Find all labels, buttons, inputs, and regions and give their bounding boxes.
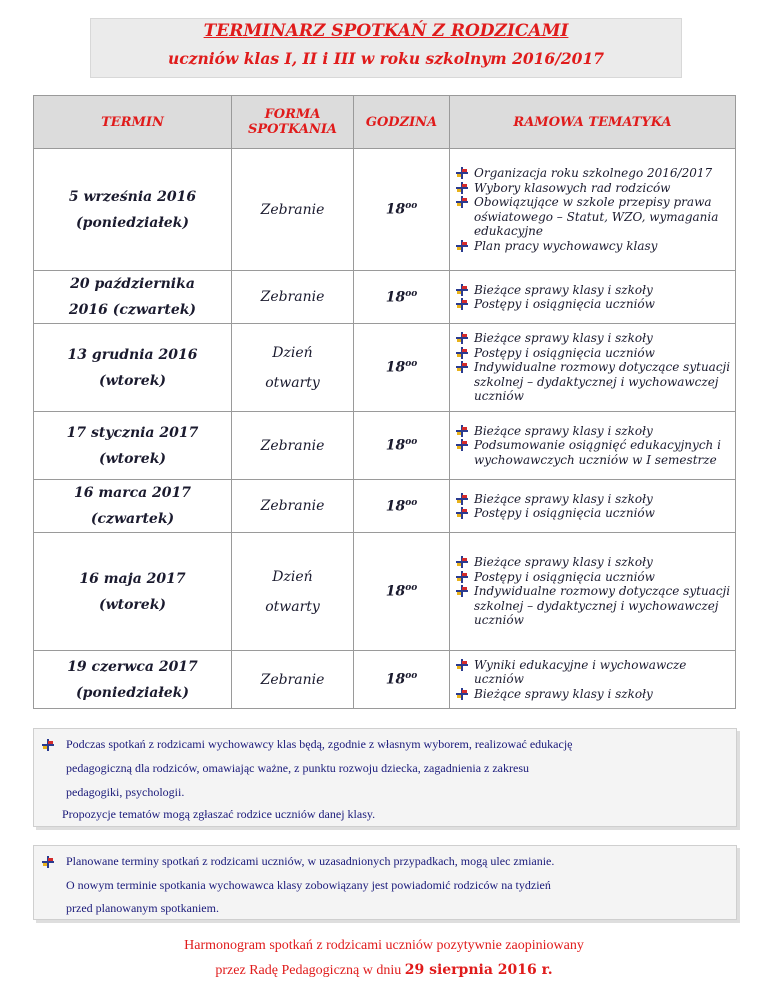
topic-item xyxy=(456,346,735,361)
cell-hour xyxy=(354,651,450,709)
note1-line1: Podczas spotkań z rodzicami wychowawcy klas będą, zgodnie z własnym wyborem, realizować edukację xyxy=(66,737,573,751)
topic-text: Bieżące sprawy klasy i szkoły xyxy=(474,282,653,297)
bullet-icon xyxy=(456,585,468,597)
topic-list xyxy=(456,492,735,521)
date-line2: (wtorek) xyxy=(98,372,167,389)
topic-list xyxy=(456,331,735,404)
bullet-icon xyxy=(456,182,468,194)
bullet-icon xyxy=(456,167,468,179)
bullet-icon xyxy=(456,298,468,310)
cell-date xyxy=(34,533,232,651)
cell-date xyxy=(34,271,232,324)
topic-text: Indywidualne rozmowy dotyczące sytuacji szkolnej – dydaktycznej i wychowawczej uczniów xyxy=(474,360,731,404)
topic-text: Organizacja roku szkolnego 2016/2017 xyxy=(474,166,713,180)
bullet-icon xyxy=(456,240,468,252)
topic-text: Plan pracy wychowawcy klasy xyxy=(474,238,658,253)
hour-value: 18 xyxy=(385,583,406,600)
hour-minutes: oo xyxy=(405,201,418,212)
topic-text: Postępy i osiągnięcia uczniów xyxy=(474,569,655,584)
hour-minutes: oo xyxy=(405,497,418,508)
hour-minutes: oo xyxy=(405,437,418,448)
topic-text: Wyniki edukacyjne i wychowawcze uczniów xyxy=(474,657,687,687)
cell-hour xyxy=(354,412,450,480)
bullet-icon xyxy=(456,493,468,505)
topic-text: Bieżące sprawy klasy i szkoły xyxy=(474,555,653,570)
topic-text: Bieżące sprawy klasy i szkoły xyxy=(474,331,653,346)
topic-text: Podsumowanie osiągnięć edukacyjnych i wychowawczych uczniów w I semestrze xyxy=(474,438,721,467)
hour-value: 18 xyxy=(385,289,406,306)
date-line2: (wtorek) xyxy=(98,596,167,613)
cell-topics xyxy=(450,480,736,533)
cell-hour xyxy=(354,149,450,271)
schedule-table xyxy=(33,95,736,709)
topic-list xyxy=(456,555,735,628)
note1-line4: Propozycje tematów mogą zgłaszać rodzice uczniów danej klasy. xyxy=(62,807,376,821)
cell-hour xyxy=(354,533,450,651)
topic-text: Obowiązujące w szkole przepisy prawa oświatowego – Statut, WZO, wymagania edukacyjne xyxy=(474,195,719,238)
note-edukacja-pedagogiczna xyxy=(33,728,737,827)
table-row xyxy=(34,651,736,709)
date-line1: 17 stycznia 2017 xyxy=(66,424,199,441)
bullet-icon xyxy=(42,856,54,868)
hour-minutes: oo xyxy=(405,583,418,594)
cell-form xyxy=(232,149,354,271)
topic-item xyxy=(456,195,735,239)
date-line1: 5 września 2016 xyxy=(68,188,197,205)
cell-hour xyxy=(354,480,450,533)
document-title: TERMINARZ SPOTKAŃ Z RODZICAMI xyxy=(203,21,569,41)
cell-form xyxy=(232,480,354,533)
topic-list xyxy=(456,658,735,702)
topic-text: Indywidualne rozmowy dotyczące sytuacji szkolnej – dydaktycznej i wychowawczej uczniów xyxy=(474,584,731,628)
cell-date xyxy=(34,149,232,271)
cell-date xyxy=(34,324,232,412)
form-line1: Zebranie xyxy=(260,289,325,305)
table-row xyxy=(34,412,736,480)
hour-value: 18 xyxy=(385,671,406,688)
footer-line2 xyxy=(0,962,768,979)
form-line1: Zebranie xyxy=(260,201,325,218)
topic-item xyxy=(456,658,735,687)
bullet-icon xyxy=(456,196,468,208)
cell-topics xyxy=(450,651,736,709)
form-line1: Zebranie xyxy=(260,671,325,688)
cell-topics xyxy=(450,412,736,480)
note1-line3: pedagogiki, psychologii. xyxy=(66,785,185,799)
topic-text: Postępy i osiągnięcia uczniów xyxy=(474,345,655,360)
date-line2: (poniedziałek) xyxy=(76,214,189,231)
date-line1: 19 czerwca 2017 xyxy=(67,658,198,675)
note2-line2: O nowym terminie spotkania wychowawca klasy zobowiązany jest powiadomić rodziców na tydzień xyxy=(66,878,551,892)
topic-item xyxy=(456,166,735,181)
footer-line1: Harmonogram spotkań z rodzicami uczniów pozytywnie zaopiniowany xyxy=(184,938,584,953)
cell-date xyxy=(34,412,232,480)
footer-approval-text: przez Radę Pedagogiczną w dniu xyxy=(215,963,405,978)
topic-item xyxy=(456,181,735,196)
note1-line2: pedagogiczną dla rodziców, omawiając ważne, z punktu rozwoju dziecka, zagadnienia z zakresu xyxy=(66,761,530,775)
table-row xyxy=(34,324,736,412)
note2-line1: Planowane terminy spotkań z rodzicami uczniów, w uzasadnionych przypadkach, mogą ulec zmianie. xyxy=(66,854,555,868)
date-line2: (wtorek) xyxy=(98,450,167,467)
bullet-icon xyxy=(456,284,468,296)
bullet-icon xyxy=(456,688,468,700)
table-row xyxy=(34,533,736,651)
topic-item xyxy=(456,283,735,298)
hour-value: 18 xyxy=(385,359,406,376)
cell-date xyxy=(34,651,232,709)
cell-topics xyxy=(450,533,736,651)
header-termin: TERMIN xyxy=(34,96,232,149)
topic-text: Bieżące sprawy klasy i szkoły xyxy=(474,423,653,438)
bullet-icon xyxy=(456,659,468,671)
table-row xyxy=(34,480,736,533)
bullet-icon xyxy=(42,739,54,751)
form-line1: Zebranie xyxy=(260,498,325,514)
hour-minutes: oo xyxy=(405,359,418,370)
topic-item xyxy=(456,360,735,404)
bullet-icon xyxy=(456,556,468,568)
date-line1: 20 października xyxy=(70,276,195,292)
topic-item xyxy=(456,239,735,254)
topic-text: Bieżące sprawy klasy i szkoły xyxy=(474,686,653,701)
header-godzina: GODZINA xyxy=(354,96,450,149)
topic-item xyxy=(456,570,735,585)
topic-item xyxy=(456,506,735,521)
date-line2: 2016 (czwartek) xyxy=(68,302,197,318)
form-line2: otwarty xyxy=(265,598,320,615)
title-box xyxy=(90,18,682,78)
topic-text: Postępy i osiągnięcia uczniów xyxy=(474,297,655,311)
bullet-icon xyxy=(456,571,468,583)
date-line2: (poniedziałek) xyxy=(76,684,189,701)
header-forma-line1: FORMA xyxy=(264,107,321,122)
topic-list xyxy=(456,283,735,312)
table-row xyxy=(34,271,736,324)
form-line1: Dzień xyxy=(272,344,313,361)
topic-item xyxy=(456,584,735,628)
topic-list xyxy=(456,166,735,253)
cell-topics xyxy=(450,324,736,412)
bullet-icon xyxy=(456,507,468,519)
topic-item xyxy=(456,424,735,439)
hour-value: 18 xyxy=(385,437,406,454)
table-header-row xyxy=(34,96,736,149)
cell-topics xyxy=(450,271,736,324)
form-line2: otwarty xyxy=(265,374,320,391)
document-subtitle: uczniów klas I, II i III w roku szkolnym 2016/2017 xyxy=(167,49,605,68)
form-line1: Dzień xyxy=(272,568,313,585)
cell-form xyxy=(232,271,354,324)
cell-hour xyxy=(354,271,450,324)
cell-hour xyxy=(354,324,450,412)
bullet-icon xyxy=(456,425,468,437)
footer-approval-date: 29 sierpnia 2016 r. xyxy=(404,962,553,978)
topic-text: Wybory klasowych rad rodziców xyxy=(474,180,671,195)
date-line2: (czwartek) xyxy=(90,511,175,527)
note2-line3: przed planowanym spotkaniem. xyxy=(66,901,219,915)
bullet-icon xyxy=(456,332,468,344)
hour-value: 18 xyxy=(385,498,406,515)
table-row xyxy=(34,149,736,271)
cell-form xyxy=(232,651,354,709)
cell-date xyxy=(34,480,232,533)
hour-minutes: oo xyxy=(405,671,418,682)
topic-item xyxy=(456,492,735,507)
date-line1: 13 grudnia 2016 xyxy=(67,346,198,363)
bullet-icon xyxy=(456,439,468,451)
topic-item xyxy=(456,331,735,346)
topic-item xyxy=(456,555,735,570)
topic-item xyxy=(456,438,735,467)
form-line1: Zebranie xyxy=(260,437,325,454)
note-zmiana-terminow xyxy=(33,845,737,920)
date-line1: 16 marca 2017 xyxy=(73,485,192,501)
topic-text: Postępy i osiągnięcia uczniów xyxy=(474,506,655,520)
header-forma-line2: SPOTKANIA xyxy=(247,122,338,137)
hour-value: 18 xyxy=(385,201,406,218)
topic-item xyxy=(456,297,735,312)
cell-form xyxy=(232,533,354,651)
hour-minutes: oo xyxy=(405,288,418,299)
bullet-icon xyxy=(456,347,468,359)
date-line1: 16 maja 2017 xyxy=(79,570,186,587)
topic-text: Bieżące sprawy klasy i szkoły xyxy=(474,491,653,506)
bullet-icon xyxy=(456,361,468,373)
cell-form xyxy=(232,324,354,412)
topic-item xyxy=(456,687,735,702)
cell-form xyxy=(232,412,354,480)
topic-list xyxy=(456,424,735,468)
cell-topics xyxy=(450,149,736,271)
header-tematyka: RAMOWA TEMATYKA xyxy=(450,96,736,149)
header-forma xyxy=(232,96,354,149)
